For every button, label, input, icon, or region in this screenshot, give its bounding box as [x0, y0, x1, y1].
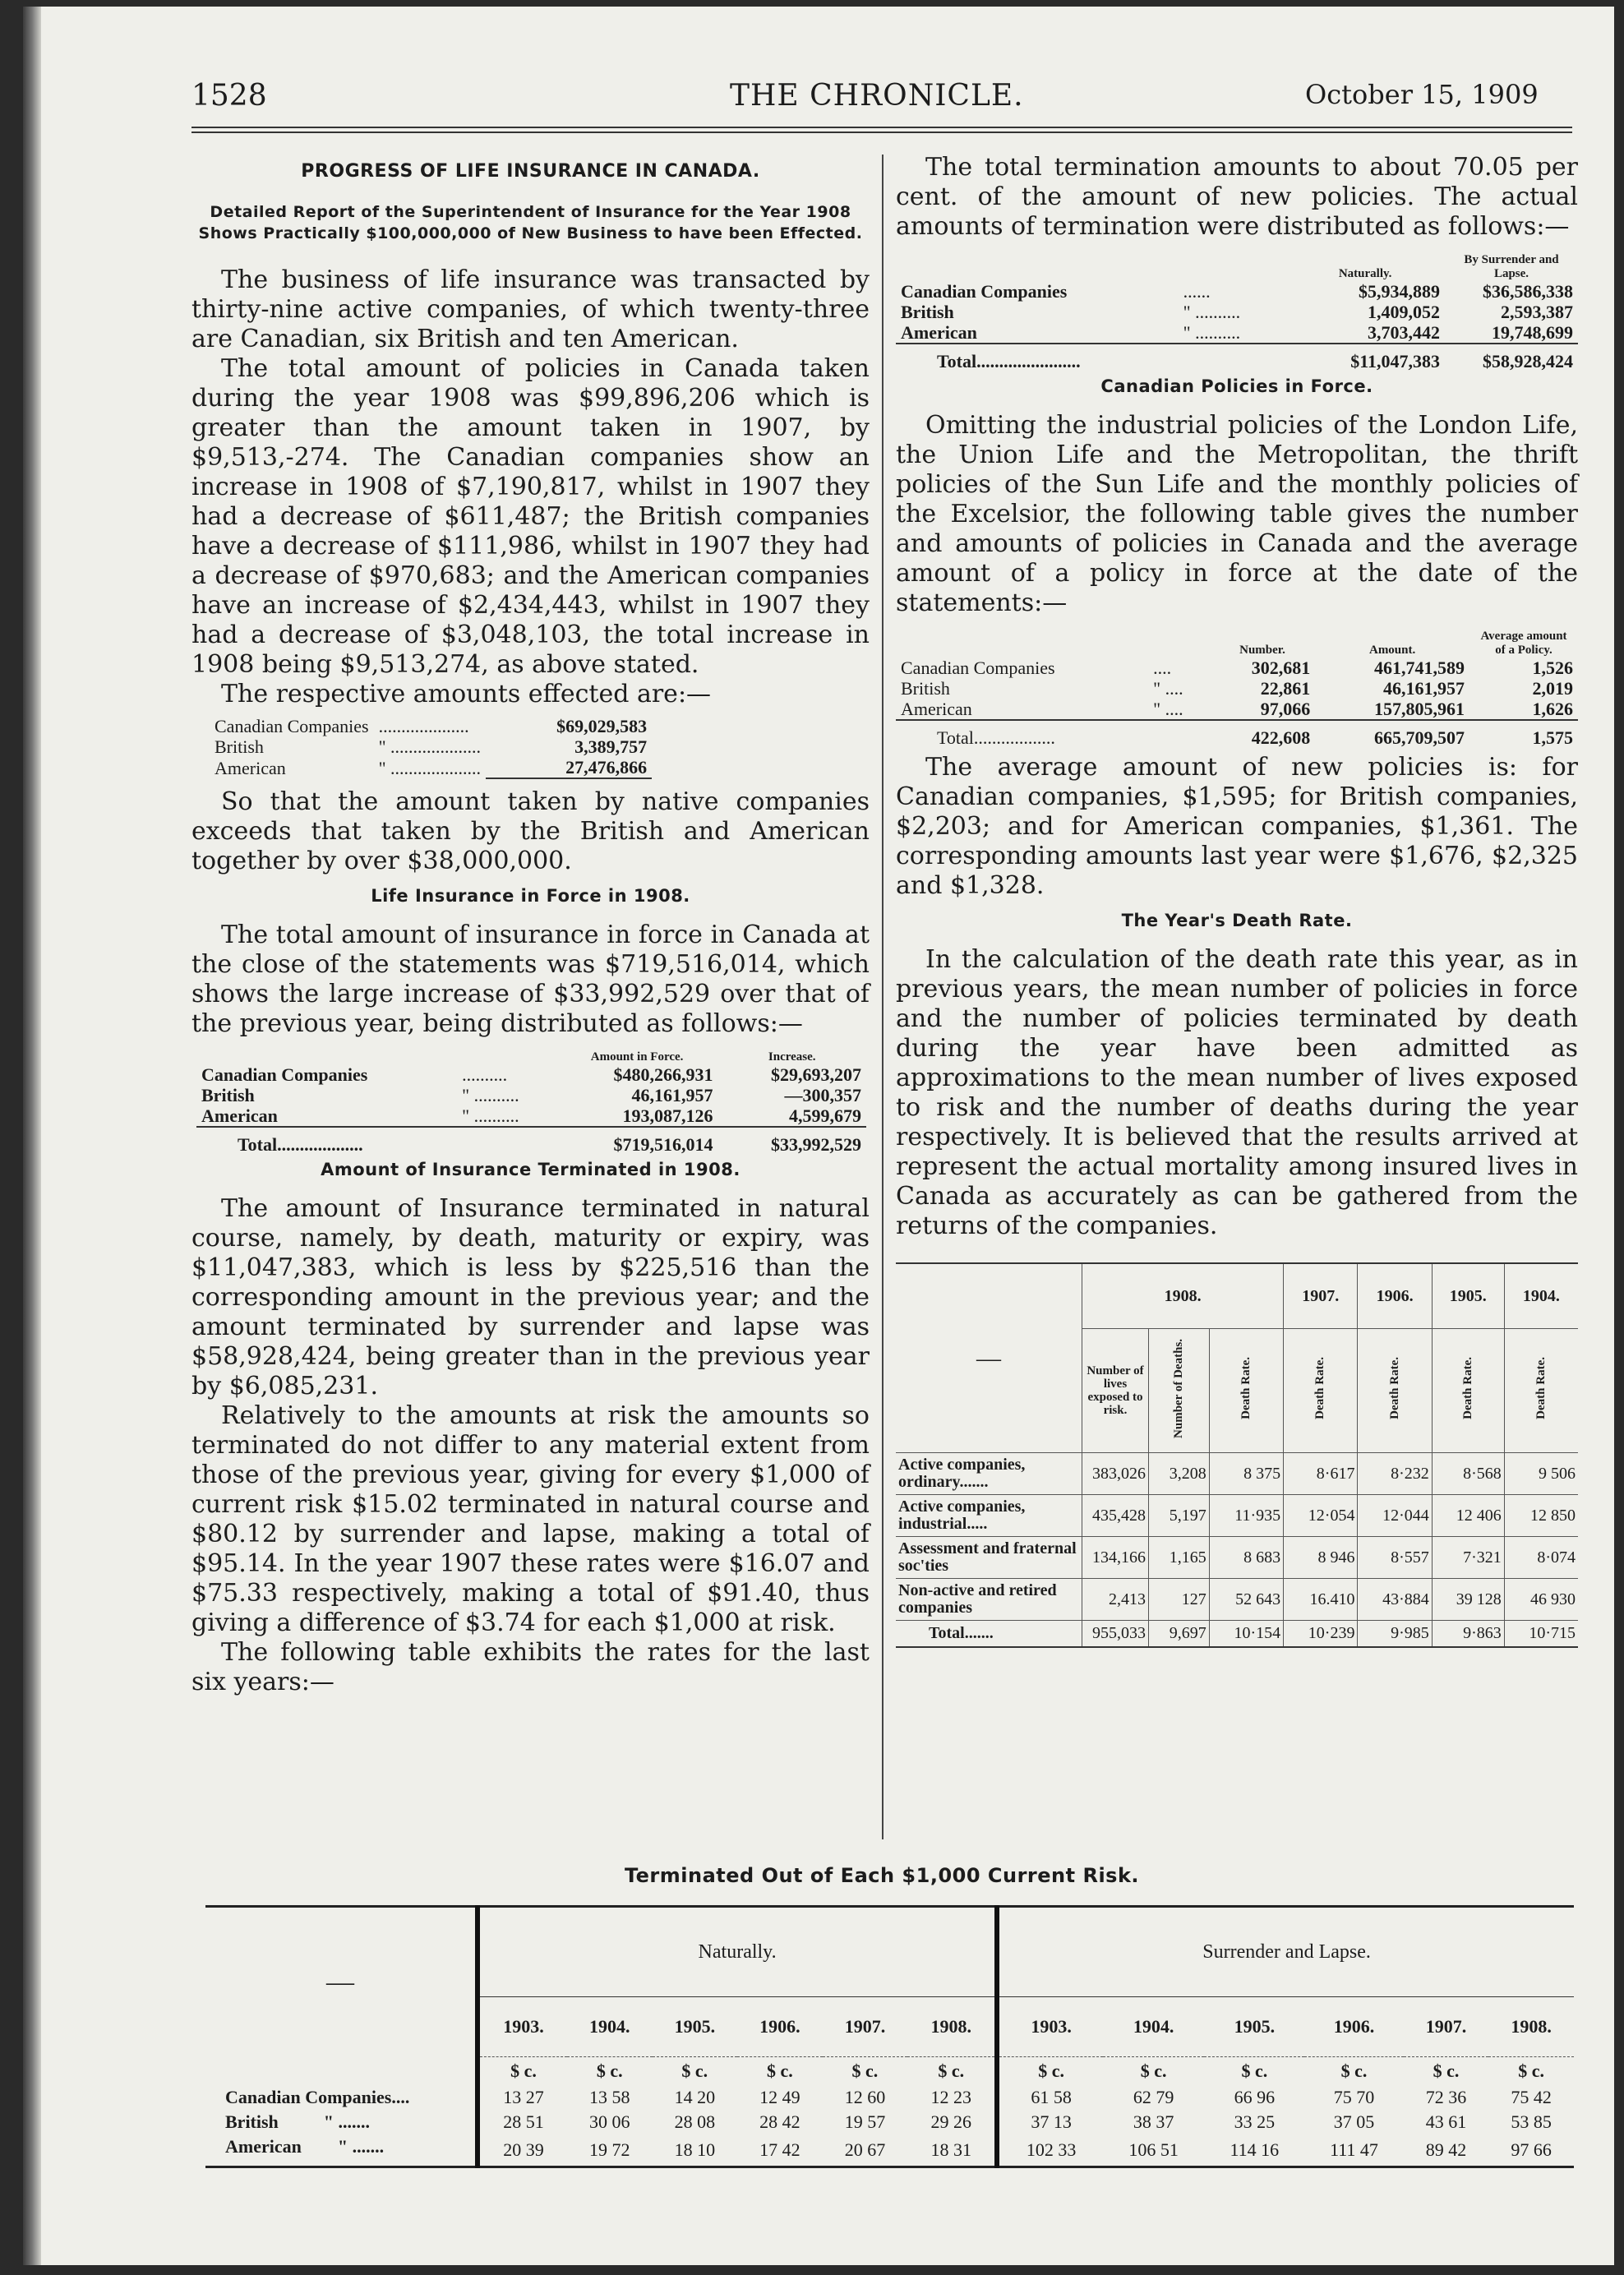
in-force-table [196, 1050, 866, 1155]
col-average: Average amount of a Policy. [1480, 630, 1567, 657]
table-row: American " .......... 3,703,442 19,748,699 [901, 322, 1573, 343]
paragraph-11: The average amount of new policies is: for Canadian companies, $1,595; for British companies, $2,203; and for American companies, $1,361. The corresponding amounts last year were $1,676, $2,325 and $1,328. [896, 753, 1578, 900]
table-row: British " ....... 28 51 30 06 28 08 28 42 19 57 29 26 37 13 38 37 33 25 37 05 43 61 53 85 [205, 2110, 1574, 2134]
paragraph-8: The following table exhibits the rates for the last six years:— [191, 1638, 870, 1696]
nat-year: 1904. [567, 1997, 653, 2057]
article-subtitle: Detailed Report of the Superintendent of Insurance for the Year 1908 Shows Practically $100,000,000 of New Business to have been Effected. [198, 203, 863, 242]
sur-year: 1904. [1103, 1997, 1204, 2057]
nat-year: 1908. [907, 1997, 997, 2057]
table-row: Canadian Companies .... 302,681 461,741,589 1,526 [901, 658, 1573, 678]
paragraph-9: The total termination amounts to about 70.05 per cent. of the amount of new policies. The actual amounts of termination were distributed as follows:— [896, 153, 1578, 241]
heading-insurance-in-force: Life Insurance in Force in 1908. [371, 886, 690, 906]
sur-year: 1907. [1404, 1997, 1489, 2057]
column-divider [882, 155, 884, 1839]
sur-year: 1905. [1204, 1997, 1304, 2057]
article-title: PROGRESS OF LIFE INSURANCE IN CANADA. [301, 161, 760, 182]
table-row: Assessment and fraternal soc'ties 134,166 1,165 8 683 8 946 8·557 7·321 8·074 [896, 1537, 1578, 1579]
col-number: Number. [1239, 644, 1285, 657]
table-row: Canadian Companies .................... $69,029,583 [215, 716, 648, 736]
sur-year: 1906. [1304, 1997, 1403, 2057]
table-row: Active companies, industrial..... 435,428 5,197 11·935 12·054 12·044 12 406 12 850 [896, 1495, 1578, 1537]
nat-year: 1905. [653, 1997, 738, 2057]
table-row: American " .................... 27,476,866 [210, 757, 652, 778]
table-row: American " .... 97,066 157,805,961 1,626 [901, 699, 1573, 719]
rates-table-title: Terminated Out of Each $1,000 Current Risk. [624, 1864, 1140, 1887]
table-row: Canadian Companies ...... $5,934,889 $36,586,338 [901, 281, 1573, 302]
heading-death-rate: The Year's Death Rate. [1121, 911, 1353, 930]
nat-year: 1906. [737, 1997, 823, 2057]
table-total-row: Total....................... $11,047,383 $58,928,424 [896, 344, 1578, 371]
table-row: American " ....... 20 39 19 72 18 10 17 42 20 67 18 31 102 33 106 51 114 16 111 47 89 42 97 66 [205, 2134, 1574, 2167]
paragraph-4: So that the amount taken by native companies exceeds that taken by the British and American together by over $38,000,000. [191, 787, 870, 875]
header-rule [191, 127, 1572, 128]
effected-table [210, 716, 652, 779]
journal-title: THE CHRONICLE. [730, 79, 1024, 113]
table-row: British " .... 22,861 46,161,957 2,019 [901, 678, 1573, 699]
table-total-row: Total....... 955,033 9,697 10·154 10·239 9·985 9·863 10·715 [896, 1621, 1578, 1648]
paragraph-12: In the calculation of the death rate this year, as in previous years, the mean number of policies in force and the number of policies terminated by death during the year have been admitted as approximations to the mean number of lives exposed to risk and the number of deaths during the year respectively. It is believed that the results arrived at represent the actual mortality among insured lives in Canada as accurately as can be gathered from the returns of the companies. [896, 945, 1578, 1240]
page [23, 7, 1614, 2265]
group-naturally: Naturally. [478, 1907, 997, 1997]
nat-year: 1907. [823, 1997, 908, 2057]
rates-table: — Naturally. Surrender and Lapse. 1903. 1904. 1905. 1906. 1907. 1908. 1903. 1904. 1905. 1906. 1907. 1908. $ c. $ c. $ c. $ c. $ c. $ c. $ c. $ c. $ c. $ c. $ c. $ c. Canadian Companies.... 13 27 13 58 14 20 12 49 12 60 12 23 61 58 62 79 66 96 75 70 72 36 75 42 British " ....... 28 51 30 06 28 08 28 42 19 57 29 26 37 13 38 37 33 25 37 05 43 61 53 85 American " ....... 20 39 19 72 18 10 17 42 20 67 18 31 102 33 106 51 114 16 111 47 89 42 97 66 [205, 1905, 1574, 2168]
paragraph-7: Relatively to the amounts at risk the amounts so terminated do not differ to any material extent from those of the previous year, giving for every $1,000 of current risk $15.02 terminated in natural course and $80.12 by surrender and lapse, making a total of $95.14. In the year 1907 these rates were $16.07 and $75.33 respectively, making a total of $91.40, thus giving a difference of $3.74 for each $1,000 at risk. [191, 1401, 870, 1637]
sub-lives: Number of lives exposed to risk. [1082, 1329, 1149, 1453]
table-row: Canadian Companies .......... $480,266,931 $29,693,207 [201, 1064, 861, 1085]
table-row: Canadian Companies.... 13 27 13 58 14 20 12 49 12 60 12 23 61 58 62 79 66 96 75 70 72 36 75 42 [205, 2085, 1574, 2110]
page-number: 1528 [191, 79, 267, 113]
table-total-row: Total.................. 422,608 665,709,507 1,575 [896, 720, 1578, 748]
sur-year: 1903. [997, 1997, 1103, 2057]
sub-rate-1905: Death Rate. [1432, 1329, 1504, 1453]
policies-table [896, 630, 1578, 748]
table-row: American " .......... 193,087,126 4,599,679 [201, 1105, 861, 1126]
header-rule-2 [191, 132, 1572, 133]
year-1905: 1905. [1432, 1263, 1504, 1329]
rates-table-stub: — [205, 1907, 478, 2057]
death-rate-table [896, 1262, 1578, 1648]
heading-terminated: Amount of Insurance Terminated in 1908. [321, 1160, 740, 1179]
issue-date: October 15, 1909 [1305, 79, 1539, 110]
table-row: British " .................... 3,389,757 [215, 736, 648, 757]
left-column [191, 153, 870, 1697]
termination-table [896, 253, 1578, 371]
table-row: British " .......... 1,409,052 2,593,387 [901, 302, 1573, 322]
year-1908: 1908. [1082, 1263, 1284, 1329]
col-amount-in-force: Amount in Force. [590, 1050, 684, 1064]
table-row: Non-active and retired companies 2,413 127 52 643 16.410 43·884 39 128 46 930 [896, 1579, 1578, 1621]
paragraph-1: The business of life insurance was transacted by thirty-nine active companies, of which twenty-three are Canadian, six British and ten American. [191, 265, 870, 353]
col-increase: Increase. [768, 1050, 816, 1064]
year-1906: 1906. [1358, 1263, 1432, 1329]
heading-policies-in-force: Canadian Policies in Force. [1100, 376, 1373, 396]
right-column [896, 153, 1578, 1648]
binding-edge [23, 7, 41, 2265]
table-row: British " .......... 46,161,957 —300,357 [201, 1085, 861, 1105]
sub-rate-1906: Death Rate. [1358, 1329, 1432, 1453]
sub-rate-1908: Death Rate. [1209, 1329, 1283, 1453]
sub-rate-1907: Death Rate. [1284, 1329, 1358, 1453]
sub-rate-1904: Death Rate. [1504, 1329, 1578, 1453]
col-naturally: Naturally. [1338, 267, 1392, 280]
sur-year: 1908. [1488, 1997, 1574, 2057]
paragraph-10: Omitting the industrial policies of the London Life, the Union Life and the Metropolitan, the thrift policies of the Sun Life and the monthly policies of the Excelsior, the following table gives the number and amounts of policies in Canada and the average amount of a policy in force at the date of the statements:— [896, 411, 1578, 617]
year-1904: 1904. [1504, 1263, 1578, 1329]
table-row: Active companies, ordinary....... 383,026 3,208 8 375 8·617 8·232 8·568 9 506 [896, 1453, 1578, 1495]
group-surrender: Surrender and Lapse. [1202, 1940, 1371, 1963]
year-1907: 1907. [1284, 1263, 1358, 1329]
paragraph-3: The respective amounts effected are:— [221, 680, 712, 708]
paragraph-6: The amount of Insurance terminated in natural course, namely, by death, maturity or expiry, was $11,047,383, which is less by $225,516 than the corresponding amount in the previous year; and the amount terminated by surrender and lapse was $58,928,424, being greater than in the previous year by $6,085,231. [191, 1194, 870, 1401]
death-table-stub: — [896, 1263, 1082, 1453]
col-surrender: By Surrender and Lapse. [1464, 253, 1559, 280]
paragraph-5: The total amount of insurance in force in Canada at the close of the statements was $719,516,014, which shows the large increase of $33,992,529 over that of the previous year, being distributed as follows:— [191, 921, 870, 1038]
nat-year: 1903. [478, 1997, 567, 2057]
sub-deaths: Number of Deaths. [1149, 1329, 1210, 1453]
table-total-row: Total................... $719,516,014 $33,992,529 [196, 1127, 866, 1155]
col-amount: Amount. [1368, 644, 1416, 657]
paragraph-2: The total amount of policies in Canada taken during the year 1908 was $99,896,206 which is greater than the amount taken in 1907, by $9,513,-274. The Canadian companies show an increase in 1908 of $7,190,817, whilst in 1907 they had a decrease of $611,487; the British companies have a decrease of $111,986, whilst in 1907 they had a decrease of $970,683; and the American companies have an increase of $2,434,443, whilst in 1907 they had a decrease of $3,048,103, the total increase in 1908 being $9,513,274, as above stated. [191, 354, 870, 679]
